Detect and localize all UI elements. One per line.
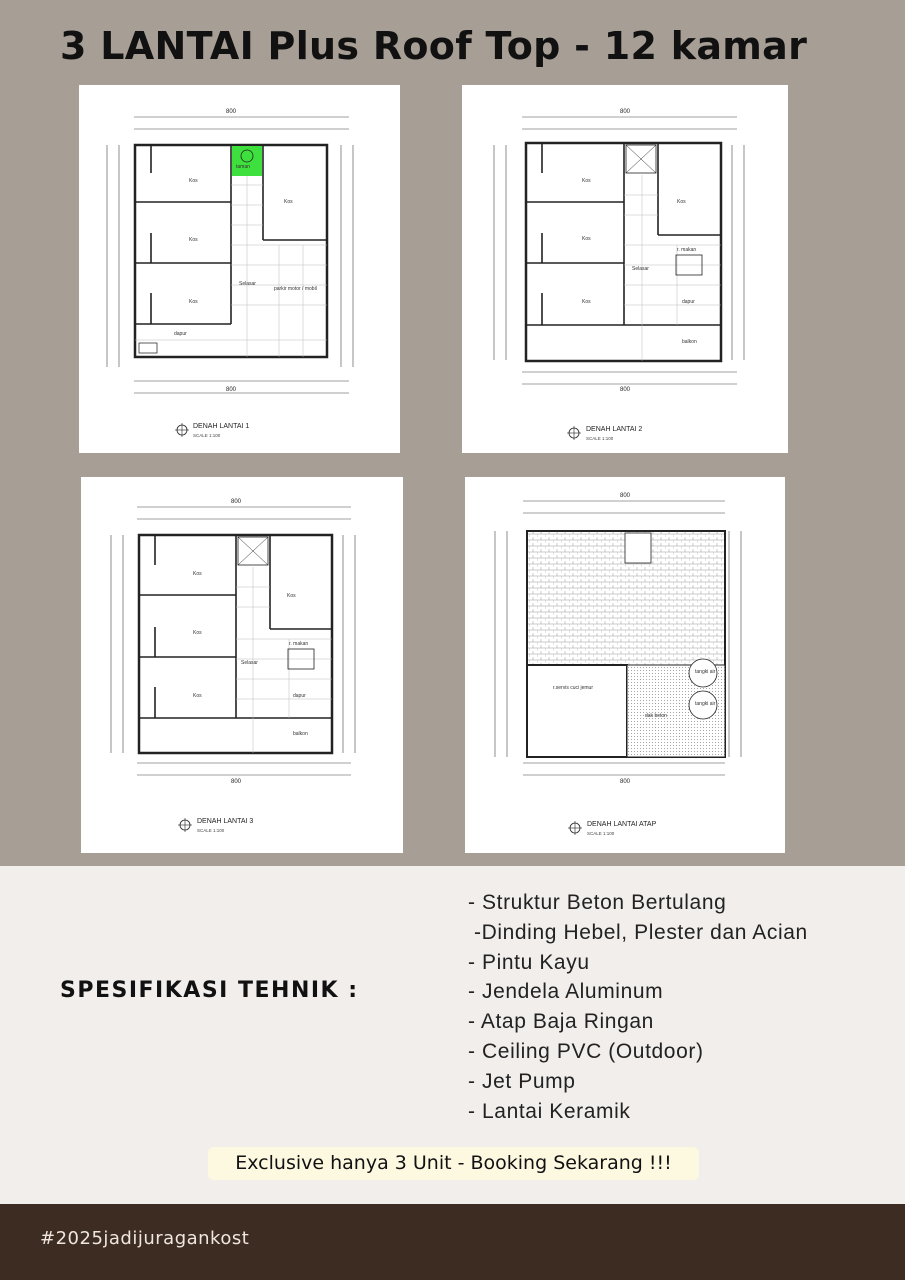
svg-text:tangki air: tangki air (695, 701, 716, 707)
svg-text:Kos: Kos (677, 199, 686, 205)
spec-item: -Dinding Hebel, Plester dan Acian (474, 920, 808, 944)
svg-text:Kos: Kos (193, 693, 202, 699)
floor-plan-roof-caption: DENAH LANTAI ATAP (587, 821, 657, 828)
spec-item: - Struktur Beton Bertulang (468, 891, 727, 914)
floor-plan-3 (81, 477, 403, 853)
svg-text:Selasar: Selasar (241, 660, 258, 666)
svg-text:Kos: Kos (582, 299, 591, 305)
svg-text:Kos: Kos (287, 593, 296, 599)
svg-text:r. makan: r. makan (677, 247, 697, 253)
booking-banner: Exclusive hanya 3 Unit - Booking Sekarang !!! (208, 1147, 699, 1180)
spec-item: - Pintu Kayu (468, 950, 590, 974)
floor-plan-2-scale: SCALE 1:100 (586, 436, 614, 441)
svg-text:Kos: Kos (189, 299, 198, 305)
page-title: 3 LANTAI Plus Roof Top - 12 kamar (60, 24, 808, 68)
svg-text:Kos: Kos (582, 236, 591, 242)
svg-text:r.servis cuci jemur: r.servis cuci jemur (553, 685, 594, 691)
svg-text:800: 800 (619, 779, 631, 785)
svg-text:tangki air: tangki air (695, 669, 716, 675)
svg-text:800: 800 (619, 493, 631, 499)
specifications-list (468, 888, 808, 1126)
svg-text:Selasar: Selasar (239, 281, 256, 287)
floor-plan-1-scale: SCALE 1:100 (193, 433, 221, 438)
svg-text:Kos: Kos (193, 630, 202, 636)
floor-plan-1 (79, 85, 400, 453)
floor-plan-3-caption: DENAH LANTAI 3 (197, 818, 254, 825)
footer (0, 1204, 905, 1280)
spec-item: - Atap Baja Ringan (468, 1010, 654, 1034)
svg-text:800: 800 (230, 779, 242, 785)
spec-item: - Ceiling PVC (Outdoor) (468, 1039, 704, 1063)
floor-plan-2-drawing (462, 85, 788, 453)
svg-text:taman: taman (236, 164, 250, 170)
svg-text:800: 800 (619, 109, 631, 115)
svg-text:Kos: Kos (189, 237, 198, 243)
svg-text:r. makan: r. makan (289, 641, 309, 647)
floor-plan-roof-scale: SCALE 1:100 (587, 831, 615, 836)
specifications-heading: SPESIFIKASI TEHNIK : (60, 978, 359, 1003)
svg-text:Kos: Kos (193, 571, 202, 577)
floor-plan-roof-drawing (465, 477, 785, 853)
svg-text:800: 800 (619, 387, 631, 393)
svg-text:800: 800 (230, 499, 242, 505)
svg-text:dak beton: dak beton (645, 713, 667, 719)
spec-item: - Jet Pump (468, 1069, 576, 1093)
spec-item: - Lantai Keramik (468, 1099, 631, 1123)
svg-text:dapur: dapur (293, 693, 306, 699)
spec-item: - Jendela Aluminum (468, 980, 664, 1004)
svg-text:balkon: balkon (682, 339, 697, 345)
svg-text:balkon: balkon (293, 731, 308, 737)
svg-text:Selasar: Selasar (632, 266, 649, 272)
svg-text:800: 800 (225, 387, 237, 393)
floor-plan-2-caption: DENAH LANTAI 2 (586, 426, 643, 433)
floor-plan-1-caption: DENAH LANTAI 1 (193, 423, 250, 430)
svg-text:Kos: Kos (284, 199, 293, 205)
svg-text:parkir motor / mobil: parkir motor / mobil (274, 286, 317, 292)
svg-text:800: 800 (225, 109, 237, 115)
floor-plan-roof (465, 477, 785, 853)
floor-plan-2 (462, 85, 788, 453)
footer-hashtag: #2025jadijuragankost (40, 1228, 250, 1249)
svg-text:dapur: dapur (682, 299, 695, 305)
svg-text:Kos: Kos (189, 178, 198, 184)
floor-plan-3-drawing (81, 477, 403, 853)
floor-plan-1-drawing (79, 85, 400, 453)
svg-text:dapur: dapur (174, 331, 187, 337)
floor-plan-3-scale: SCALE 1:100 (197, 828, 225, 833)
svg-text:Kos: Kos (582, 178, 591, 184)
